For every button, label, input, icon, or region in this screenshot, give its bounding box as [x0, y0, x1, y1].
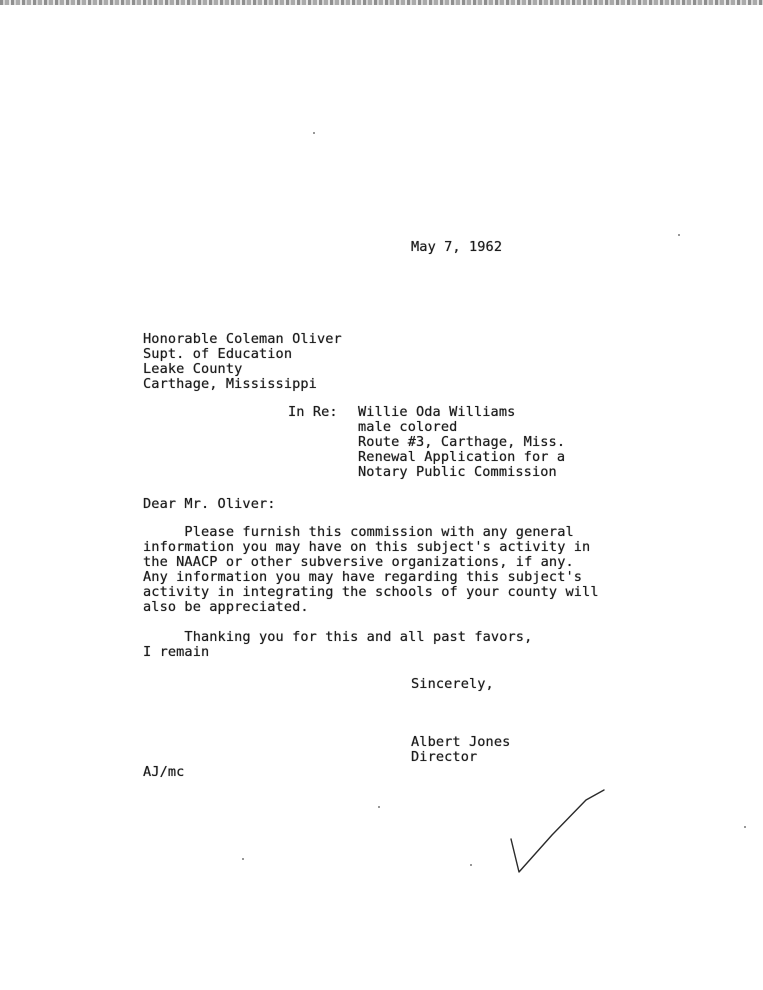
body-line: I remain [143, 644, 210, 660]
body-line: Any information you may have regarding this subject's [143, 569, 583, 585]
salutation: Dear Mr. Oliver: [143, 496, 276, 512]
signature-name: Albert Jones [411, 734, 511, 750]
closing: Sincerely, [411, 676, 494, 692]
paper-speck [313, 132, 315, 134]
addressee-line: Supt. of Education [143, 346, 293, 362]
reference-line: Renewal Application for a [358, 449, 566, 465]
addressee-line: Honorable Coleman Oliver [143, 331, 342, 347]
reference-line: Notary Public Commission [358, 464, 557, 480]
paper-speck [470, 864, 472, 866]
body-line: information you may have on this subject's activity in [143, 539, 591, 555]
addressee-line: Carthage, Mississippi [143, 376, 317, 392]
paper-speck [378, 806, 380, 808]
checkmark-icon [500, 780, 630, 880]
body-line: the NAACP or other subversive organizations, if any. [143, 554, 574, 570]
body-line: activity in integrating the schools of your county will [143, 584, 599, 600]
addressee-line: Leake County [143, 361, 243, 377]
reference-line: male colored [358, 419, 458, 435]
paper-speck [678, 234, 680, 236]
reference-line: Route #3, Carthage, Miss. [358, 434, 566, 450]
reference-line: Willie Oda Williams [358, 404, 516, 420]
body-line: Thanking you for this and all past favors, [143, 629, 533, 645]
typist-initials: AJ/mc [143, 764, 185, 780]
body-line: also be appreciated. [143, 599, 309, 615]
paper-speck [242, 858, 244, 860]
page-top-edge [0, 0, 763, 5]
letter-date: May 7, 1962 [411, 239, 503, 255]
paper-speck [744, 826, 746, 828]
body-line: Please furnish this commission with any general [143, 524, 574, 540]
reference-label: In Re: [288, 404, 338, 420]
signature-title: Director [411, 749, 478, 765]
